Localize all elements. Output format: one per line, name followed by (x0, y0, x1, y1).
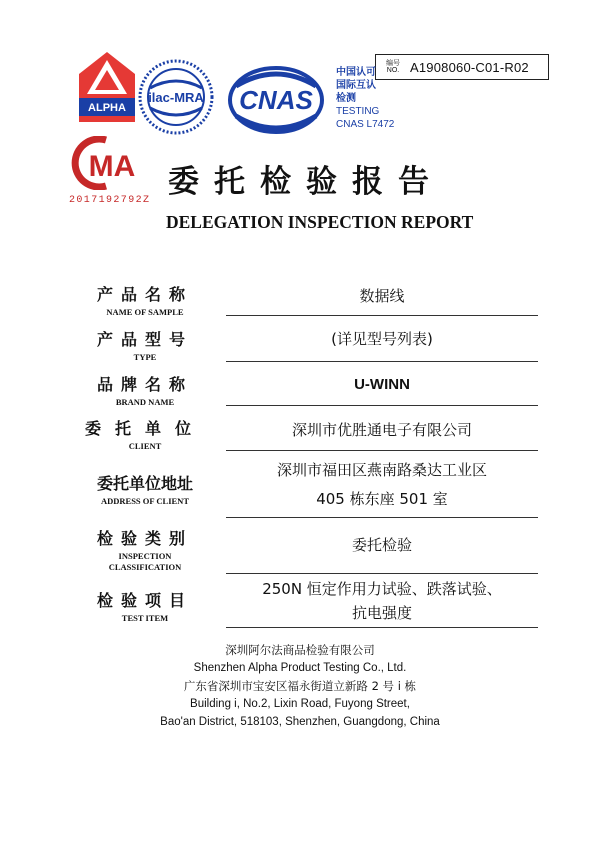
cnas-logo-text: CNAS (239, 85, 313, 115)
client-address-label-en: ADDRESS OF CLIENT (100, 496, 189, 506)
cnas-line-3: 检测 (336, 93, 356, 104)
client-address-rule (226, 517, 538, 518)
footer-company-zh: 深圳阿尔法商品检验有限公司 (225, 643, 375, 657)
client-label-en: CLIENT (128, 441, 162, 451)
cnas-accreditation-text (336, 66, 394, 131)
footer (0, 642, 600, 730)
cnas-line-1: 中国认可 (336, 67, 376, 78)
report-number-label-zh: 编号 (386, 59, 400, 67)
report-title-en: DELEGATION INSPECTION REPORT (166, 212, 474, 232)
ilac-logo-text: ilac-MRA (148, 90, 204, 105)
brand-rule (226, 405, 538, 406)
brand-label-zh: 品牌名称 (96, 375, 193, 394)
test-item-line-1: 250N 恒定作用力试验、跌落试验、 (262, 580, 502, 598)
type-label-zh: 产品型号 (96, 330, 193, 349)
client-value: 深圳市优胜通电子有限公司 (291, 421, 472, 439)
client-address-label (70, 471, 220, 507)
client-address-line-2: 405 栋东座 501 室 (316, 490, 448, 508)
type-rule (226, 361, 538, 362)
sample-name-label-zh: 产品名称 (96, 285, 193, 304)
brand-label (70, 372, 220, 408)
sample-name-label (70, 282, 220, 318)
client-address-line-1: 深圳市福田区燕南路桑达工业区 (276, 461, 487, 479)
classification-label-en-2: CLASSIFICATION (108, 562, 182, 572)
type-label-en: TYPE (133, 352, 157, 362)
test-item-value (226, 577, 538, 625)
report-number-label-en: NO. (386, 67, 400, 74)
alpha-logo-icon (79, 52, 135, 122)
classification-label-en-1: INSPECTION (118, 551, 172, 561)
sample-name-rule (226, 315, 538, 316)
client-label (70, 416, 220, 452)
footer-address-zh: 广东省深圳市宝安区福永街道立新路 2 号 i 栋 (183, 679, 417, 693)
client-address-value (226, 456, 538, 514)
cnas-line-5: CNAS L7472 (336, 119, 395, 130)
classification-value: 委托检验 (351, 536, 412, 554)
test-item-line-2: 抗电强度 (351, 604, 412, 622)
type-label (70, 327, 220, 363)
test-item-rule (226, 627, 538, 628)
cma-logo-icon (66, 136, 150, 190)
brand-value: U-WINN (354, 376, 410, 393)
client-rule (226, 450, 538, 451)
footer-address-en-1: Building i, No.2, Lixin Road, Fuyong Street, (190, 698, 410, 710)
alpha-logo-text: ALPHA (88, 102, 126, 114)
footer-company-en: Shenzhen Alpha Product Testing Co., Ltd. (193, 662, 407, 674)
sample-name-value: 数据线 (359, 287, 405, 305)
classification-rule (226, 573, 538, 574)
cnas-line-4: TESTING (336, 106, 380, 117)
report-number-value: A1908060-C01-R02 (410, 59, 529, 75)
cnas-line-2: 国际互认 (336, 80, 376, 91)
sample-name-label-en: NAME OF SAMPLE (106, 307, 184, 317)
test-item-label (70, 588, 220, 624)
cma-number: 2017192792Z (69, 195, 151, 206)
classification-label (70, 526, 220, 573)
client-address-label-zh: 委托单位地址 (96, 474, 193, 493)
report-number-box (375, 54, 549, 80)
ilac-mra-logo-icon (135, 58, 217, 136)
brand-label-en: BRAND NAME (115, 397, 175, 407)
classification-label-zh: 检验类别 (96, 529, 193, 548)
footer-address-en-2: Bao'an District, 518103, Shenzhen, Guangdong, China (160, 716, 440, 728)
test-item-label-en: TEST ITEM (121, 613, 169, 623)
client-label-zh: 委托单位 (84, 419, 205, 438)
cnas-logo-icon (226, 64, 326, 136)
test-item-label-zh: 检验项目 (96, 591, 193, 610)
type-value: (详见型号列表) (331, 330, 433, 348)
report-title-zh: 委托检验报告 (168, 164, 444, 200)
svg-text:MA: MA (88, 150, 136, 183)
